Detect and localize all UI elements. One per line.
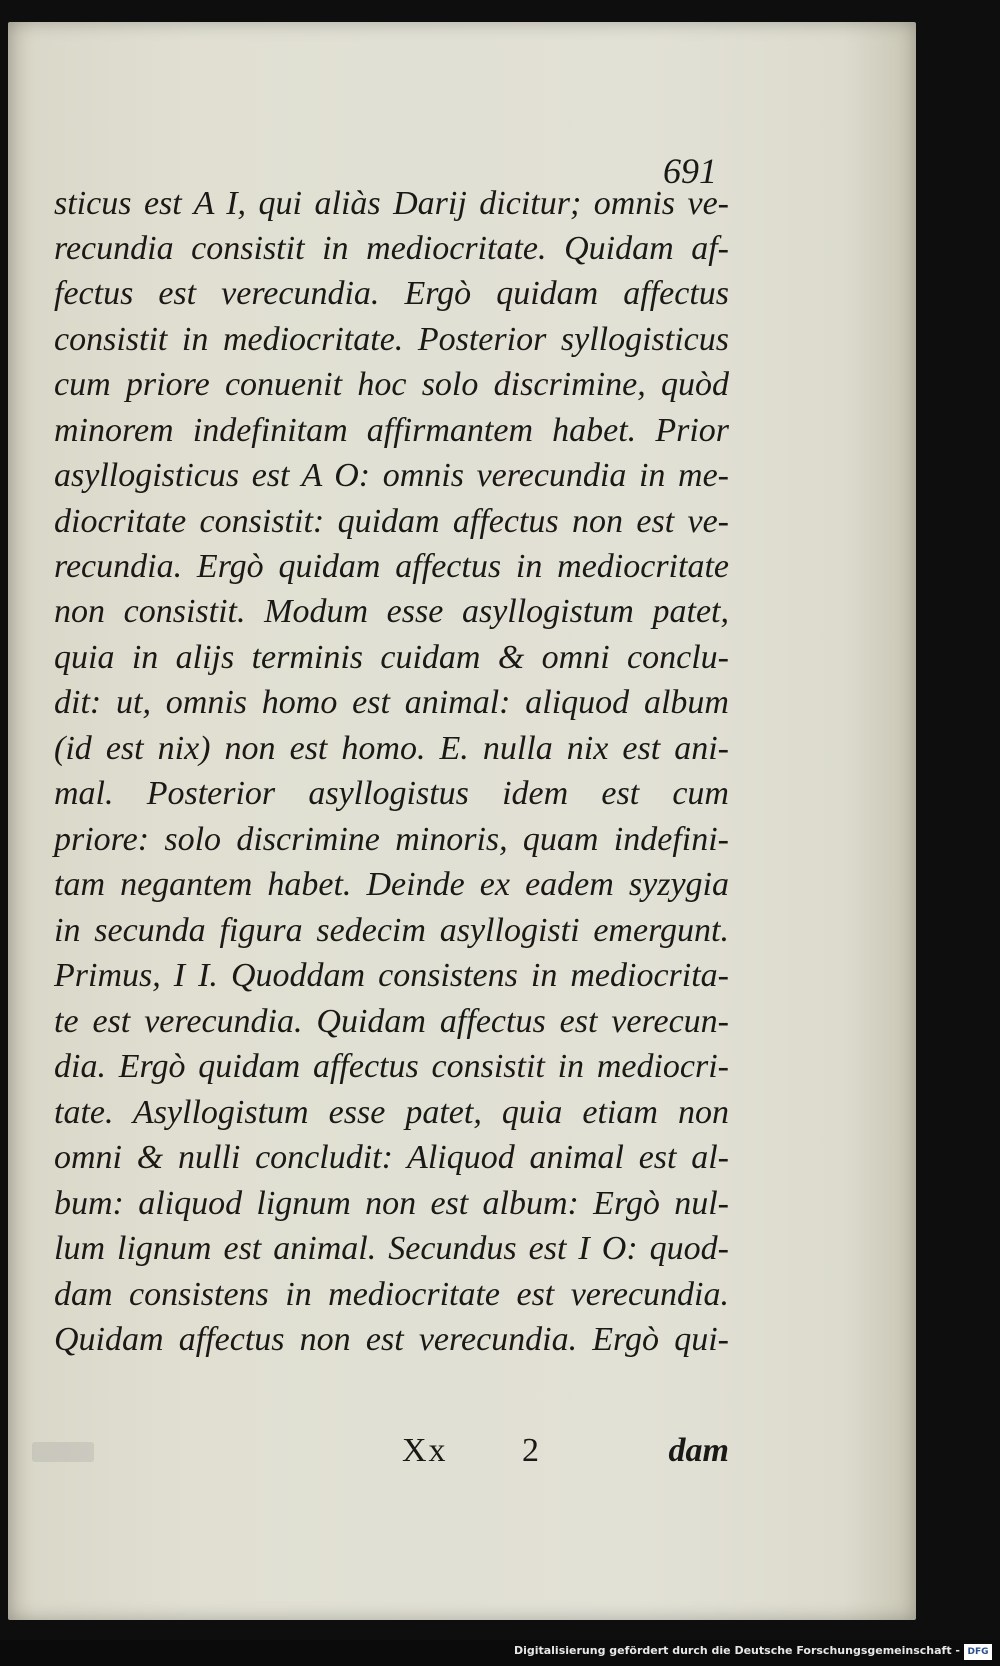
funding-credit: Digitalisierung gefördert durch die Deutsche Forschungsgemeinschaft -	[513, 1644, 960, 1657]
dfg-logo-icon: DFG	[964, 1644, 992, 1660]
text-line: cum priore conuenit hoc solo discrimine, quòd	[54, 366, 729, 403]
text-line: fectus est verecundia. Ergò quidam affectus	[54, 275, 729, 312]
signature-mark: Xx	[402, 1432, 448, 1469]
page-footer	[54, 1432, 729, 1480]
text-line: mal. Posterior asyllogistus idem est cum	[54, 775, 729, 812]
text-line: lum lignum est animal. Secundus est I O: quod-	[54, 1230, 729, 1267]
text-line: (id est nix) non est homo. E. nulla nix est ani-	[54, 730, 729, 767]
credit-bar	[0, 1640, 1000, 1666]
text-line: te est verecundia. Quidam affectus est verecun-	[54, 1003, 729, 1040]
page-number: 691	[663, 151, 717, 191]
text-line: Primus, I I. Quoddam consistens in mediocrita-	[54, 957, 729, 994]
text-line: diocritate consistit: quidam affectus non est ve-	[54, 503, 729, 540]
text-line: dia. Ergò quidam affectus consistit in mediocri-	[54, 1048, 729, 1085]
text-line: sticus est A I, qui aliàs Darij dicitur; omnis ve-	[54, 185, 729, 222]
text-line: recundia. Ergò quidam affectus in mediocritate	[54, 548, 729, 585]
text-line: dit: ut, omnis homo est animal: aliquod album	[54, 684, 729, 721]
catchword: dam	[668, 1432, 729, 1469]
faint-library-stamp	[32, 1442, 94, 1462]
text-line: bum: aliquod lignum non est album: Ergò nul-	[54, 1185, 729, 1222]
book-page	[8, 22, 916, 1620]
text-line: Quidam affectus non est verecundia. Ergò qui-	[54, 1321, 729, 1358]
text-line: priore: solo discrimine minoris, quam indefini-	[54, 821, 729, 858]
text-line: omni & nulli concludit: Aliquod animal est al-	[54, 1139, 729, 1176]
text-line: recundia consistit in mediocritate. Quidam af-	[54, 230, 729, 267]
text-line: asyllogisticus est A O: omnis verecundia in me-	[54, 457, 729, 494]
text-line: in secunda figura sedecim asyllogisti emergunt.	[54, 912, 729, 949]
text-line: tate. Asyllogistum esse patet, quia etiam non	[54, 1094, 729, 1131]
text-line: minorem indefinitam affirmantem habet. Prior	[54, 412, 729, 449]
text-line: dam consistens in mediocritate est verecundia.	[54, 1276, 729, 1313]
text-line: quia in alijs terminis cuidam & omni conclu-	[54, 639, 729, 676]
text-line: tam negantem habet. Deinde ex eadem syzygia	[54, 866, 729, 903]
text-line: non consistit. Modum esse asyllogistum patet,	[54, 593, 729, 630]
signature-number: 2	[522, 1432, 539, 1469]
text-line: consistit in mediocritate. Posterior syllogisticus	[54, 321, 729, 358]
